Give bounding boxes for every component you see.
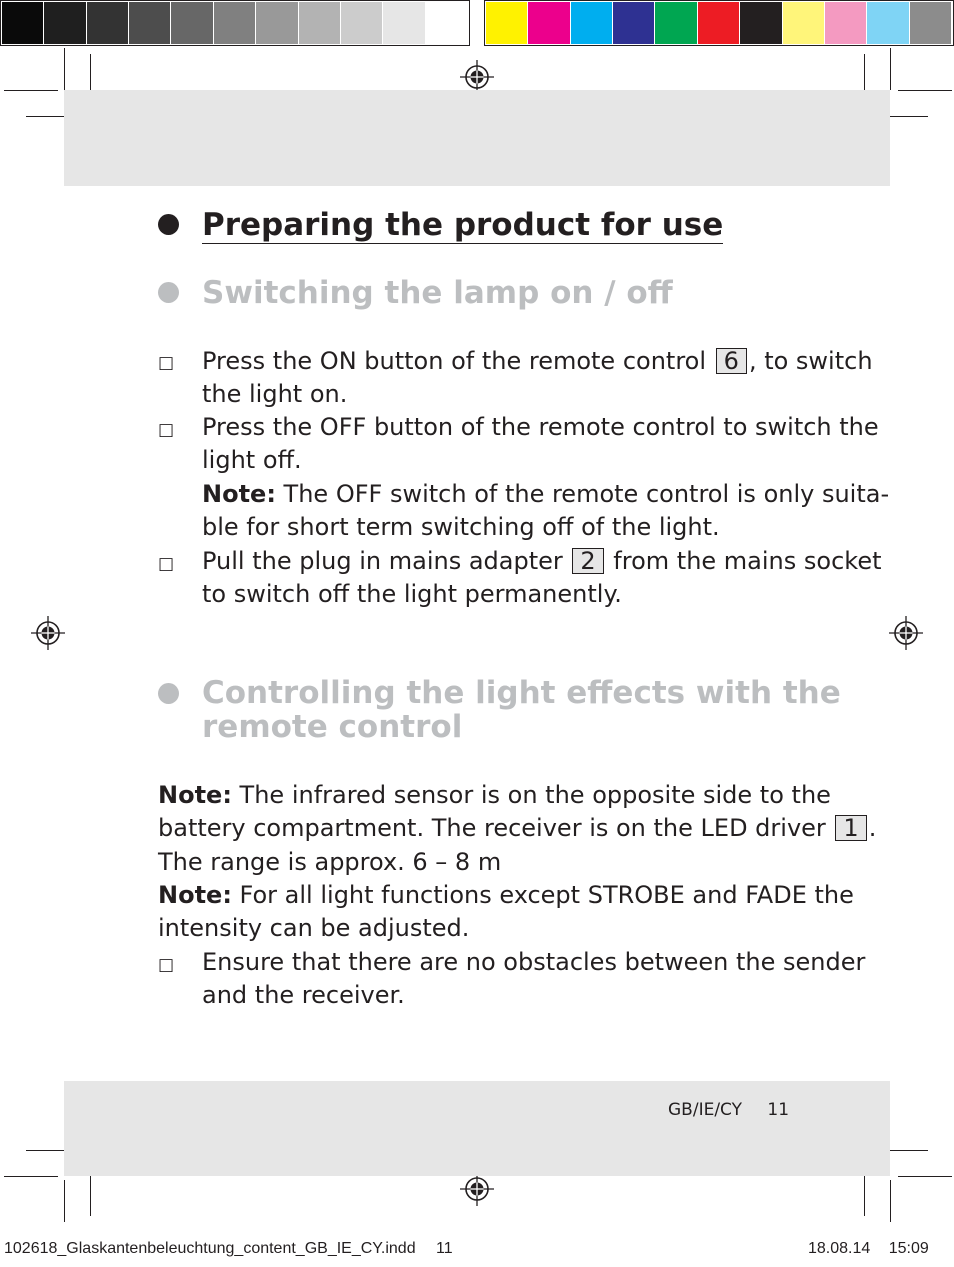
registration-mark-icon [460,1172,494,1206]
color-swatch [910,2,952,44]
heading-switching: Switching the lamp on / off [202,275,673,311]
color-swatch [2,2,44,44]
header-panel [64,90,890,186]
heading-preparing: Preparing the product for use [202,207,724,243]
color-swatch [783,2,825,44]
region-label: GB/IE/CY [668,1100,743,1120]
color-swatch [87,2,129,44]
color-swatch [299,2,341,44]
color-swatch [571,2,613,44]
heading-bullet-icon [158,214,179,235]
checkbox-icon: □ [158,554,175,574]
reference-number: 1 [835,815,866,841]
list-item: Ensure that there are no obstacles between the sender and the receiver. [202,948,866,1010]
note-label: Note: [202,479,276,508]
slug-datetime: 18.08.14 15:09 [808,1240,929,1257]
slug-file: 102618_Glaskantenbeleuchtung_content_GB_IE_CY.indd 11 [4,1240,453,1257]
color-swatch [740,2,782,44]
registration-mark-icon [31,616,65,650]
color-swatch [655,2,697,44]
color-swatch [171,2,213,44]
color-swatch [383,2,425,44]
color-swatch [256,2,298,44]
color-swatch [528,2,570,44]
registration-mark-icon [889,616,923,650]
color-swatch [825,2,867,44]
color-swatch [486,2,528,44]
checkbox-icon: □ [158,353,175,373]
list-item: Press the OFF button of the remote control to switch the light off. Note: The OFF switch of the remote control is only suita- ble for short term switching off of the light. [202,413,890,542]
color-swatch [214,2,256,44]
color-swatch [129,2,171,44]
heading-controlling: Controlling the light effects with the remote control [202,675,841,745]
reference-number: 6 [716,348,747,374]
color-swatch [698,2,740,44]
heading-bullet-icon [158,683,179,704]
reference-number: 2 [572,548,603,574]
color-swatch [341,2,383,44]
note-label: Note: [158,881,232,909]
note-infrared: Note: The infrared sensor is on the opposite side to the battery compartment. The receiver is on the LED driver 1 . The range is approx. 6 – 8 m [158,781,877,876]
color-swatch [613,2,655,44]
color-swatch [426,2,468,44]
registration-mark-icon [460,60,494,94]
heading-bullet-icon [158,282,179,303]
color-swatch [867,2,909,44]
list-item: Press the ON button of the remote control 6 , to switch the light on. [202,347,873,409]
note-label: Note: [158,781,232,809]
checkbox-icon: □ [158,420,175,440]
color-swatch [44,2,86,44]
note-intensity: Note: For all light functions except STROBE and FADE the intensity can be adjusted. [158,881,854,943]
page-footer [668,1100,789,1120]
page-number: 11 [767,1100,790,1120]
checkbox-icon: □ [158,955,175,975]
footer-panel [64,1081,890,1176]
list-item: Pull the plug in mains adapter 2 from the mains socket to switch off the light permanently. [202,547,882,609]
